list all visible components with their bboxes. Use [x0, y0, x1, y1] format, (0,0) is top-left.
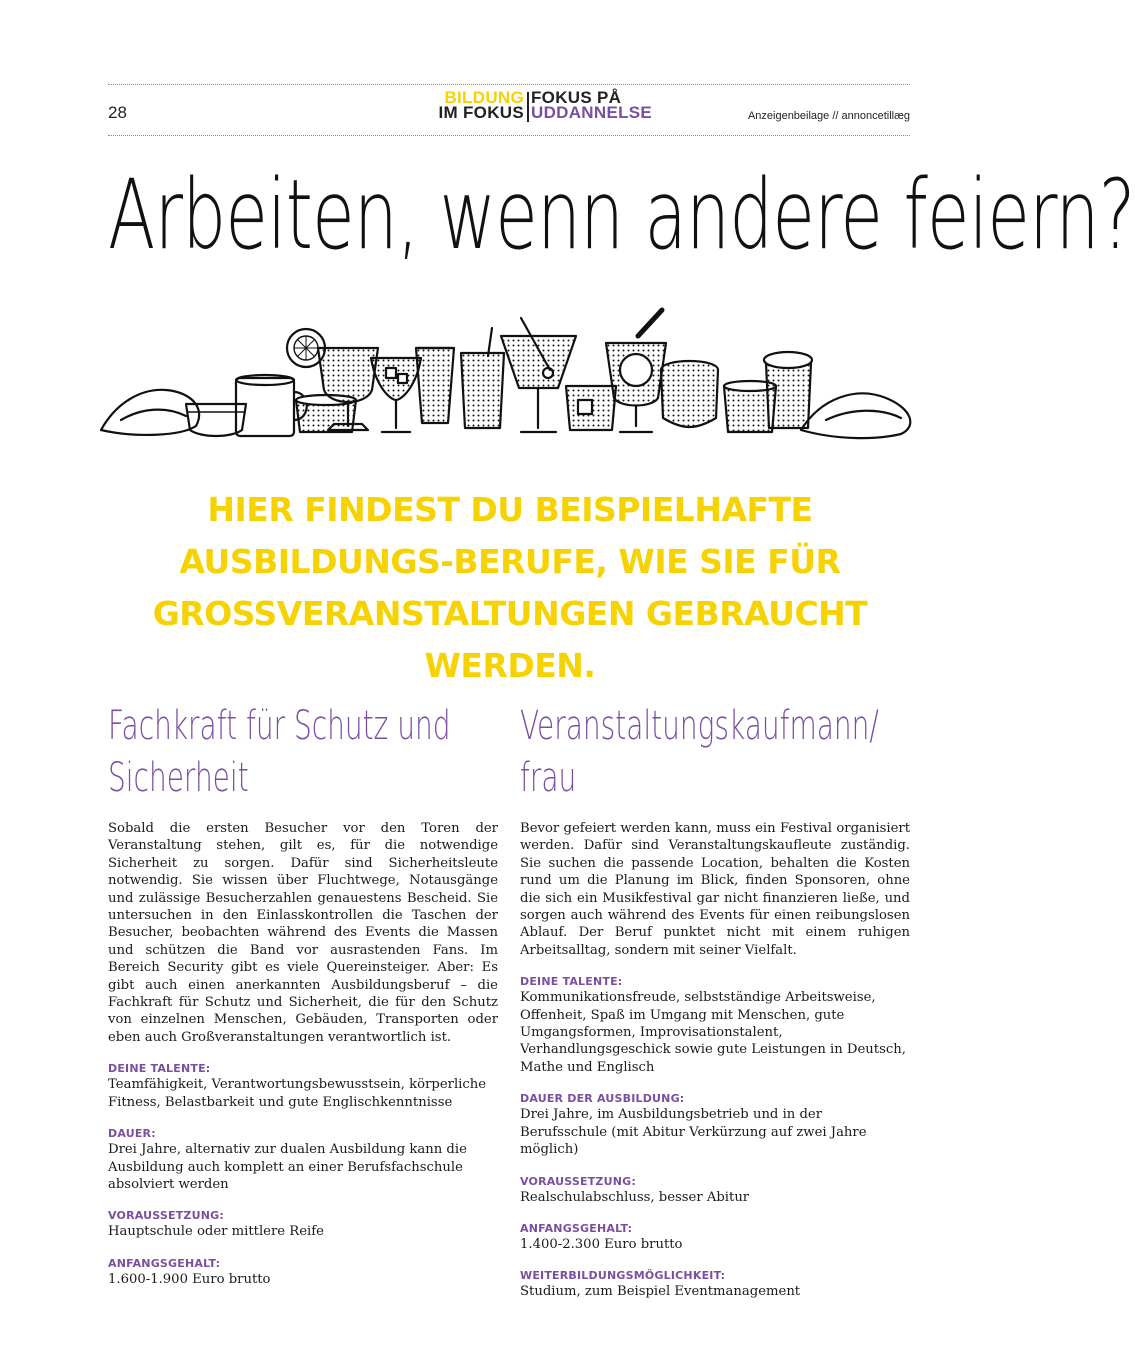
- fact-duration: [520, 1092, 910, 1158]
- masthead-right: [531, 90, 652, 120]
- intro-text: HIER FINDEST DU BEISPIELHAFTE AUSBILDUNGS-BERUFE, WIE SIE FÜR GROSSVERANSTALTUNGEN GEBRAUCHT WERDEN.: [152, 490, 868, 685]
- page-number: 28: [108, 103, 127, 122]
- fact-value: Drei Jahre, alternativ zur dualen Ausbildung kann die Ausbildung auch komplett an einer Berufsfachschule absolviert werden: [108, 1142, 467, 1192]
- masthead-logo: [400, 90, 670, 126]
- fact-value: Drei Jahre, im Ausbildungsbetrieb und in der Berufsschule (mit Abitur Verkürzung auf zwei Jahre möglich): [520, 1107, 867, 1158]
- job-description: Bevor gefeiert werden kann, muss ein Festival organisiert werden. Dafür sind Veranstaltungskaufleute zuständig. Sie suchen die passende Location, behalten die Kosten rund um die Planung im Blick, finden Sponsoren, ohne die sich ein Musikfestival gar nicht finanzieren ließe, und sorgen auch während des Events für einen reibungslosen Ablauf. Der Beruf punktet nicht mit einem ruhigen Arbeitsalltag, sondern mit seiner Vielfalt.: [520, 821, 910, 958]
- fact-label: DAUER:: [108, 1127, 156, 1141]
- party-drinks-illustration: [96, 308, 921, 443]
- supplement-label: Anzeigenbeilage // annoncetillæg: [747, 110, 910, 122]
- job-column-right: [520, 700, 910, 1301]
- fact-starting-salary: [108, 1257, 498, 1288]
- fact-label: WEITERBILDUNGSMÖGLICHKEIT:: [520, 1269, 726, 1283]
- job-title: Fachkraft für Schutz und Sicherheit: [108, 703, 451, 801]
- fact-label: ANFANGSGEHALT:: [520, 1221, 633, 1235]
- fact-requirement: [108, 1209, 498, 1240]
- fact-value: Realschulabschluss, besser Abitur: [520, 1189, 750, 1205]
- masthead-separator: [527, 92, 529, 122]
- masthead-right-bottom: UDDANNELSE: [531, 103, 653, 122]
- fact-requirement: [520, 1175, 910, 1206]
- fact-label: DEINE TALENTE:: [520, 975, 623, 989]
- fact-label: VORAUSSETZUNG:: [520, 1174, 636, 1188]
- fact-value: Teamfähigkeit, Verantwortungsbewusstsein, körperliche Fitness, Belastbarkeit und gute Englischkenntnisse: [108, 1077, 487, 1110]
- masthead-left-top: BILDUNG: [444, 88, 524, 107]
- fact-value: 1.400-2.300 Euro brutto: [520, 1236, 683, 1252]
- fact-further-training: [520, 1269, 910, 1300]
- fact-value: 1.600-1.900 Euro brutto: [108, 1271, 271, 1287]
- fact-talents: [108, 1062, 498, 1111]
- fact-label: DAUER DER AUSBILDUNG:: [520, 1092, 685, 1106]
- fact-duration: [108, 1127, 498, 1193]
- fact-value: Kommunikationsfreude, selbstständige Arbeitsweise, Offenheit, Spaß im Umgang mit Menschen, gute Umgangsformen, Improvisationstalent, Verhandlungsgeschick sowie gute Leistungen in Deutsch, Mathe und Englisch: [520, 990, 906, 1075]
- fact-label: VORAUSSETZUNG:: [108, 1209, 224, 1223]
- fact-label: ANFANGSGEHALT:: [108, 1256, 221, 1270]
- header-divider-bottom: [108, 135, 910, 136]
- fact-talents: [520, 975, 910, 1076]
- job-description: Sobald die ersten Besucher vor den Toren der Veranstaltung stehen, gilt es, für die notwendige Sicherheit zu sorgen. Dafür sind Sicherheitsleute notwendig. Sie wissen über Fluchtwege, Notausgänge und zulässige Besucherzahlen genauestens Bescheid. Sie untersuchen in den Einlasskontrollen die Taschen der Besucher, beobachten während des Events die Massen und schützen die Band vor ausrastenden Fans. Im Bereich Security gibt es viele Quereinsteiger. Aber: Es gibt auch einen anerkannten Ausbildungsberuf – die Fachkraft für Schutz und Sicherheit, die für den Schutz von einzelnen Menschen, Gebäuden, Transporten oder eben auch Großveranstaltungen verantwortlich ist.: [108, 821, 498, 1045]
- fact-value: Hauptschule oder mittlere Reife: [108, 1224, 324, 1240]
- page-headline: Arbeiten, wenn andere feiern?: [108, 159, 1135, 271]
- masthead-right-top: FOKUS PÅ: [531, 88, 622, 107]
- masthead-left: [438, 90, 524, 120]
- fact-starting-salary: [520, 1222, 910, 1253]
- header-divider-top: [108, 84, 910, 85]
- job-column-left: [108, 700, 498, 1288]
- fact-value: Studium, zum Beispiel Eventmanagement: [520, 1284, 801, 1300]
- masthead-left-bottom: IM FOKUS: [438, 103, 524, 122]
- job-title: Veranstaltungskaufmann/ frau: [520, 703, 879, 801]
- fact-label: DEINE TALENTE:: [108, 1062, 211, 1076]
